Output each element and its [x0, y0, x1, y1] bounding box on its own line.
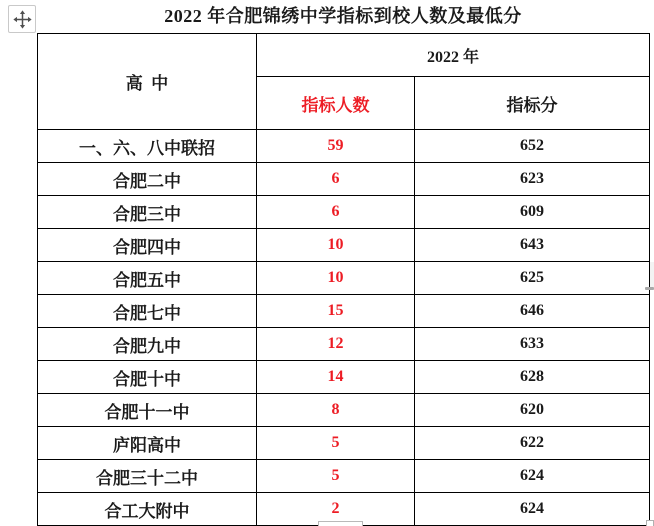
school-cell: 一、六、八中联招 — [38, 130, 257, 163]
table-row — [38, 361, 650, 394]
quota-count-cell: 59 — [257, 130, 415, 163]
quota-score-cell: 624 — [415, 460, 650, 493]
quota-score-cell: 628 — [415, 361, 650, 394]
quota-count-cell: 5 — [257, 460, 415, 493]
quota-score-cell: 633 — [415, 328, 650, 361]
quota-score-cell: 646 — [415, 295, 650, 328]
year-header-cell: 2022 年 — [257, 34, 650, 77]
header-row-year — [38, 34, 650, 77]
scrollbar-track-fragment[interactable] — [650, 262, 654, 290]
quota-score-cell: 624 — [415, 493, 650, 526]
quota-count-cell: 6 — [257, 196, 415, 229]
quota-score-cell: 643 — [415, 229, 650, 262]
quota-score-cell: 652 — [415, 130, 650, 163]
table-row — [38, 394, 650, 427]
school-cell: 合肥三十二中 — [38, 460, 257, 493]
quota-count-cell: 5 — [257, 427, 415, 460]
bottom-partial-element — [318, 521, 363, 526]
quota-score-cell: 609 — [415, 196, 650, 229]
quota-count-cell: 8 — [257, 394, 415, 427]
table-row — [38, 163, 650, 196]
quota-count-cell: 10 — [257, 262, 415, 295]
quota-score-cell: 622 — [415, 427, 650, 460]
quota-count-cell: 2 — [257, 493, 415, 526]
quota-score-cell: 620 — [415, 394, 650, 427]
quota-score-cell: 625 — [415, 262, 650, 295]
school-cell: 合肥二中 — [38, 163, 257, 196]
table-row — [38, 295, 650, 328]
school-cell: 合肥五中 — [38, 262, 257, 295]
school-cell: 合肥十一中 — [38, 394, 257, 427]
quota-count-cell: 14 — [257, 361, 415, 394]
quota-score-cell: 623 — [415, 163, 650, 196]
quota-count-cell: 10 — [257, 229, 415, 262]
quota-count-cell: 15 — [257, 295, 415, 328]
school-cell: 合肥九中 — [38, 328, 257, 361]
table-row — [38, 328, 650, 361]
table-move-handle[interactable] — [8, 5, 36, 33]
school-cell: 合肥四中 — [38, 229, 257, 262]
scrollbar-thumb-fragment[interactable] — [645, 287, 654, 290]
quota-count-cell: 12 — [257, 328, 415, 361]
school-cell: 合工大附中 — [38, 493, 257, 526]
quota-table — [37, 33, 650, 526]
table-row — [38, 460, 650, 493]
table-row — [38, 130, 650, 163]
page-title: 2022 年合肥锦绣中学指标到校人数及最低分 — [164, 6, 522, 26]
table-row — [38, 196, 650, 229]
quota-table-body — [38, 34, 650, 526]
school-cell: 庐阳高中 — [38, 427, 257, 460]
school-column-header: 高 中 — [38, 34, 257, 130]
school-cell: 合肥三中 — [38, 196, 257, 229]
table-row — [38, 229, 650, 262]
school-cell: 合肥十中 — [38, 361, 257, 394]
table-row — [38, 262, 650, 295]
table-row — [38, 427, 650, 460]
table-resize-handle[interactable] — [646, 520, 654, 526]
quota-count-column-header: 指标人数 — [257, 77, 415, 130]
quota-score-column-header: 指标分 — [415, 77, 650, 130]
table-move-icon — [13, 10, 32, 29]
quota-count-cell: 6 — [257, 163, 415, 196]
school-cell: 合肥七中 — [38, 295, 257, 328]
